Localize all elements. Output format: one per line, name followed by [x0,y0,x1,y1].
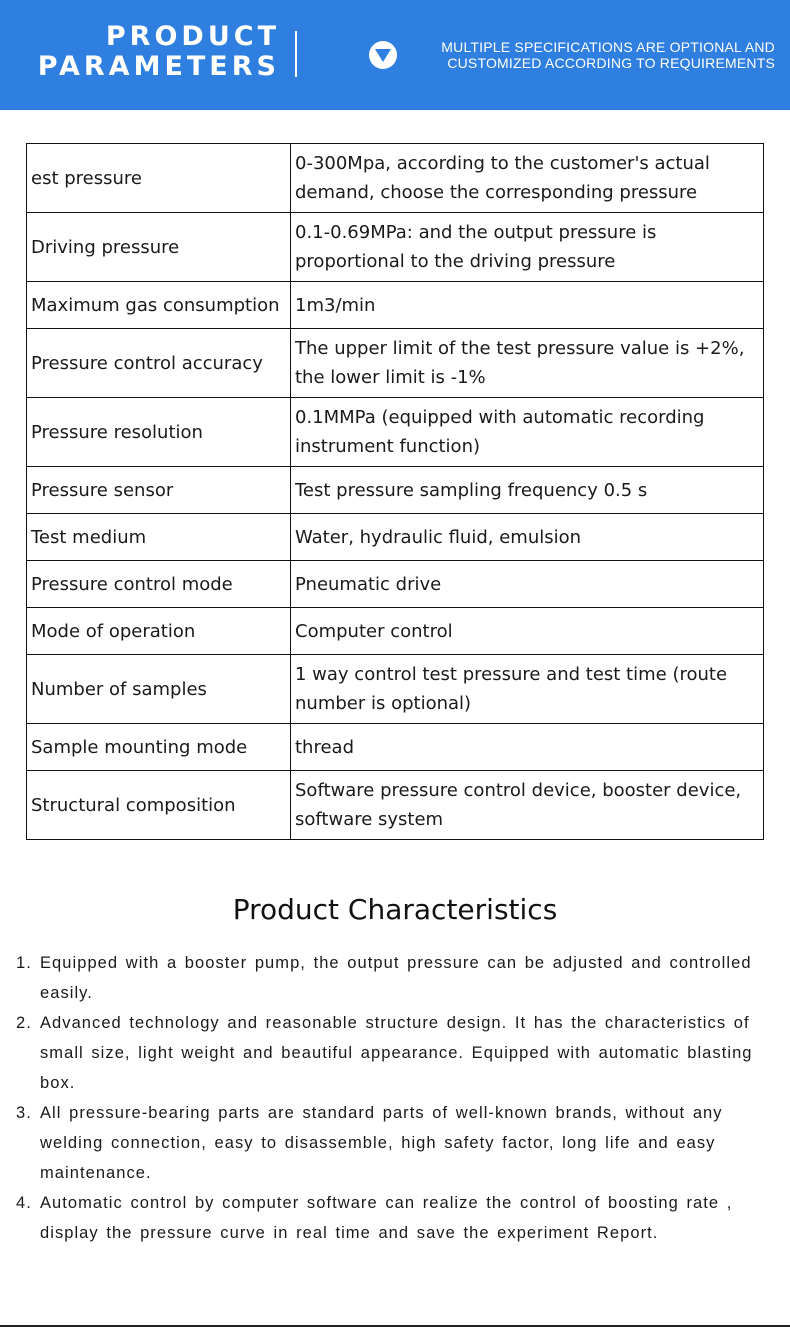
param-value: 1m3/min [291,282,764,329]
table-row [27,329,764,398]
param-value: 0-300Mpa, according to the customer's actual demand, choose the corresponding pressure [291,144,764,213]
param-value: The upper limit of the test pressure value is +2%, the lower limit is -1% [291,329,764,398]
param-label: Driving pressure [27,213,291,282]
param-value: 1 way control test pressure and test time (route number is optional) [291,655,764,724]
item-number: 3. [16,1104,32,1122]
title-line-2: PARAMETERS [37,51,280,82]
param-value: 0.1MMPa (equipped with automatic recording instrument function) [291,398,764,467]
down-triangle-icon [368,40,398,70]
table-row [27,514,764,561]
table-row [27,561,764,608]
item-number: 2. [16,1014,32,1032]
header-divider [295,31,297,77]
param-label: Pressure resolution [27,398,291,467]
parameters-table [26,143,764,840]
param-label: Sample mounting mode [27,724,291,771]
header-note [405,39,775,71]
param-label: Pressure sensor [27,467,291,514]
list-item [16,1008,776,1098]
table-row [27,467,764,514]
item-text: Equipped with a booster pump, the output pressure can be adjusted and controlled easily. [40,954,752,1002]
item-text: All pressure-bearing parts are standard parts of well-known brands, without any welding connection, easy to disassemble, high safety factor, long life and easy maintenance. [40,1104,723,1182]
characteristics-list [16,948,776,1248]
item-number: 4. [16,1194,32,1212]
list-item [16,1098,776,1188]
param-value: Pneumatic drive [291,561,764,608]
param-label: Pressure control accuracy [27,329,291,398]
table-row [27,608,764,655]
param-value: Computer control [291,608,764,655]
param-label: Number of samples [27,655,291,724]
param-label: est pressure [27,144,291,213]
page-title [30,22,280,82]
table-row [27,213,764,282]
title-line-1: PRODUCT [105,21,280,52]
param-value: thread [291,724,764,771]
characteristics-title: Product Characteristics [232,893,558,926]
param-value: Software pressure control device, booster device, software system [291,771,764,840]
table-row [27,724,764,771]
list-item [16,1188,776,1248]
param-label: Pressure control mode [27,561,291,608]
param-value: Test pressure sampling frequency 0.5 s [291,467,764,514]
item-number: 1. [16,954,32,972]
item-text: Advanced technology and reasonable structure design. It has the characteristics of small size, light weight and beautiful appearance. Equipped with automatic blasting box. [40,1014,753,1092]
table-row [27,398,764,467]
table-row [27,655,764,724]
param-value: 0.1-0.69MPa: and the output pressure is proportional to the driving pressure [291,213,764,282]
param-label: Test medium [27,514,291,561]
param-label: Maximum gas consumption [27,282,291,329]
item-text: Automatic control by computer software can realize the control of boosting rate , display the pressure curve in real time and save the experiment Report. [40,1194,733,1242]
header-banner [0,0,790,110]
note-line-1: MULTIPLE SPECIFICATIONS ARE OPTIONAL AND [441,39,775,55]
table-row [27,144,764,213]
param-label: Structural composition [27,771,291,840]
table-row [27,282,764,329]
note-line-2: CUSTOMIZED ACCORDING TO REQUIREMENTS [447,55,775,71]
param-label: Mode of operation [27,608,291,655]
table-row [27,771,764,840]
list-item [16,948,776,1008]
param-value: Water, hydraulic fluid, emulsion [291,514,764,561]
